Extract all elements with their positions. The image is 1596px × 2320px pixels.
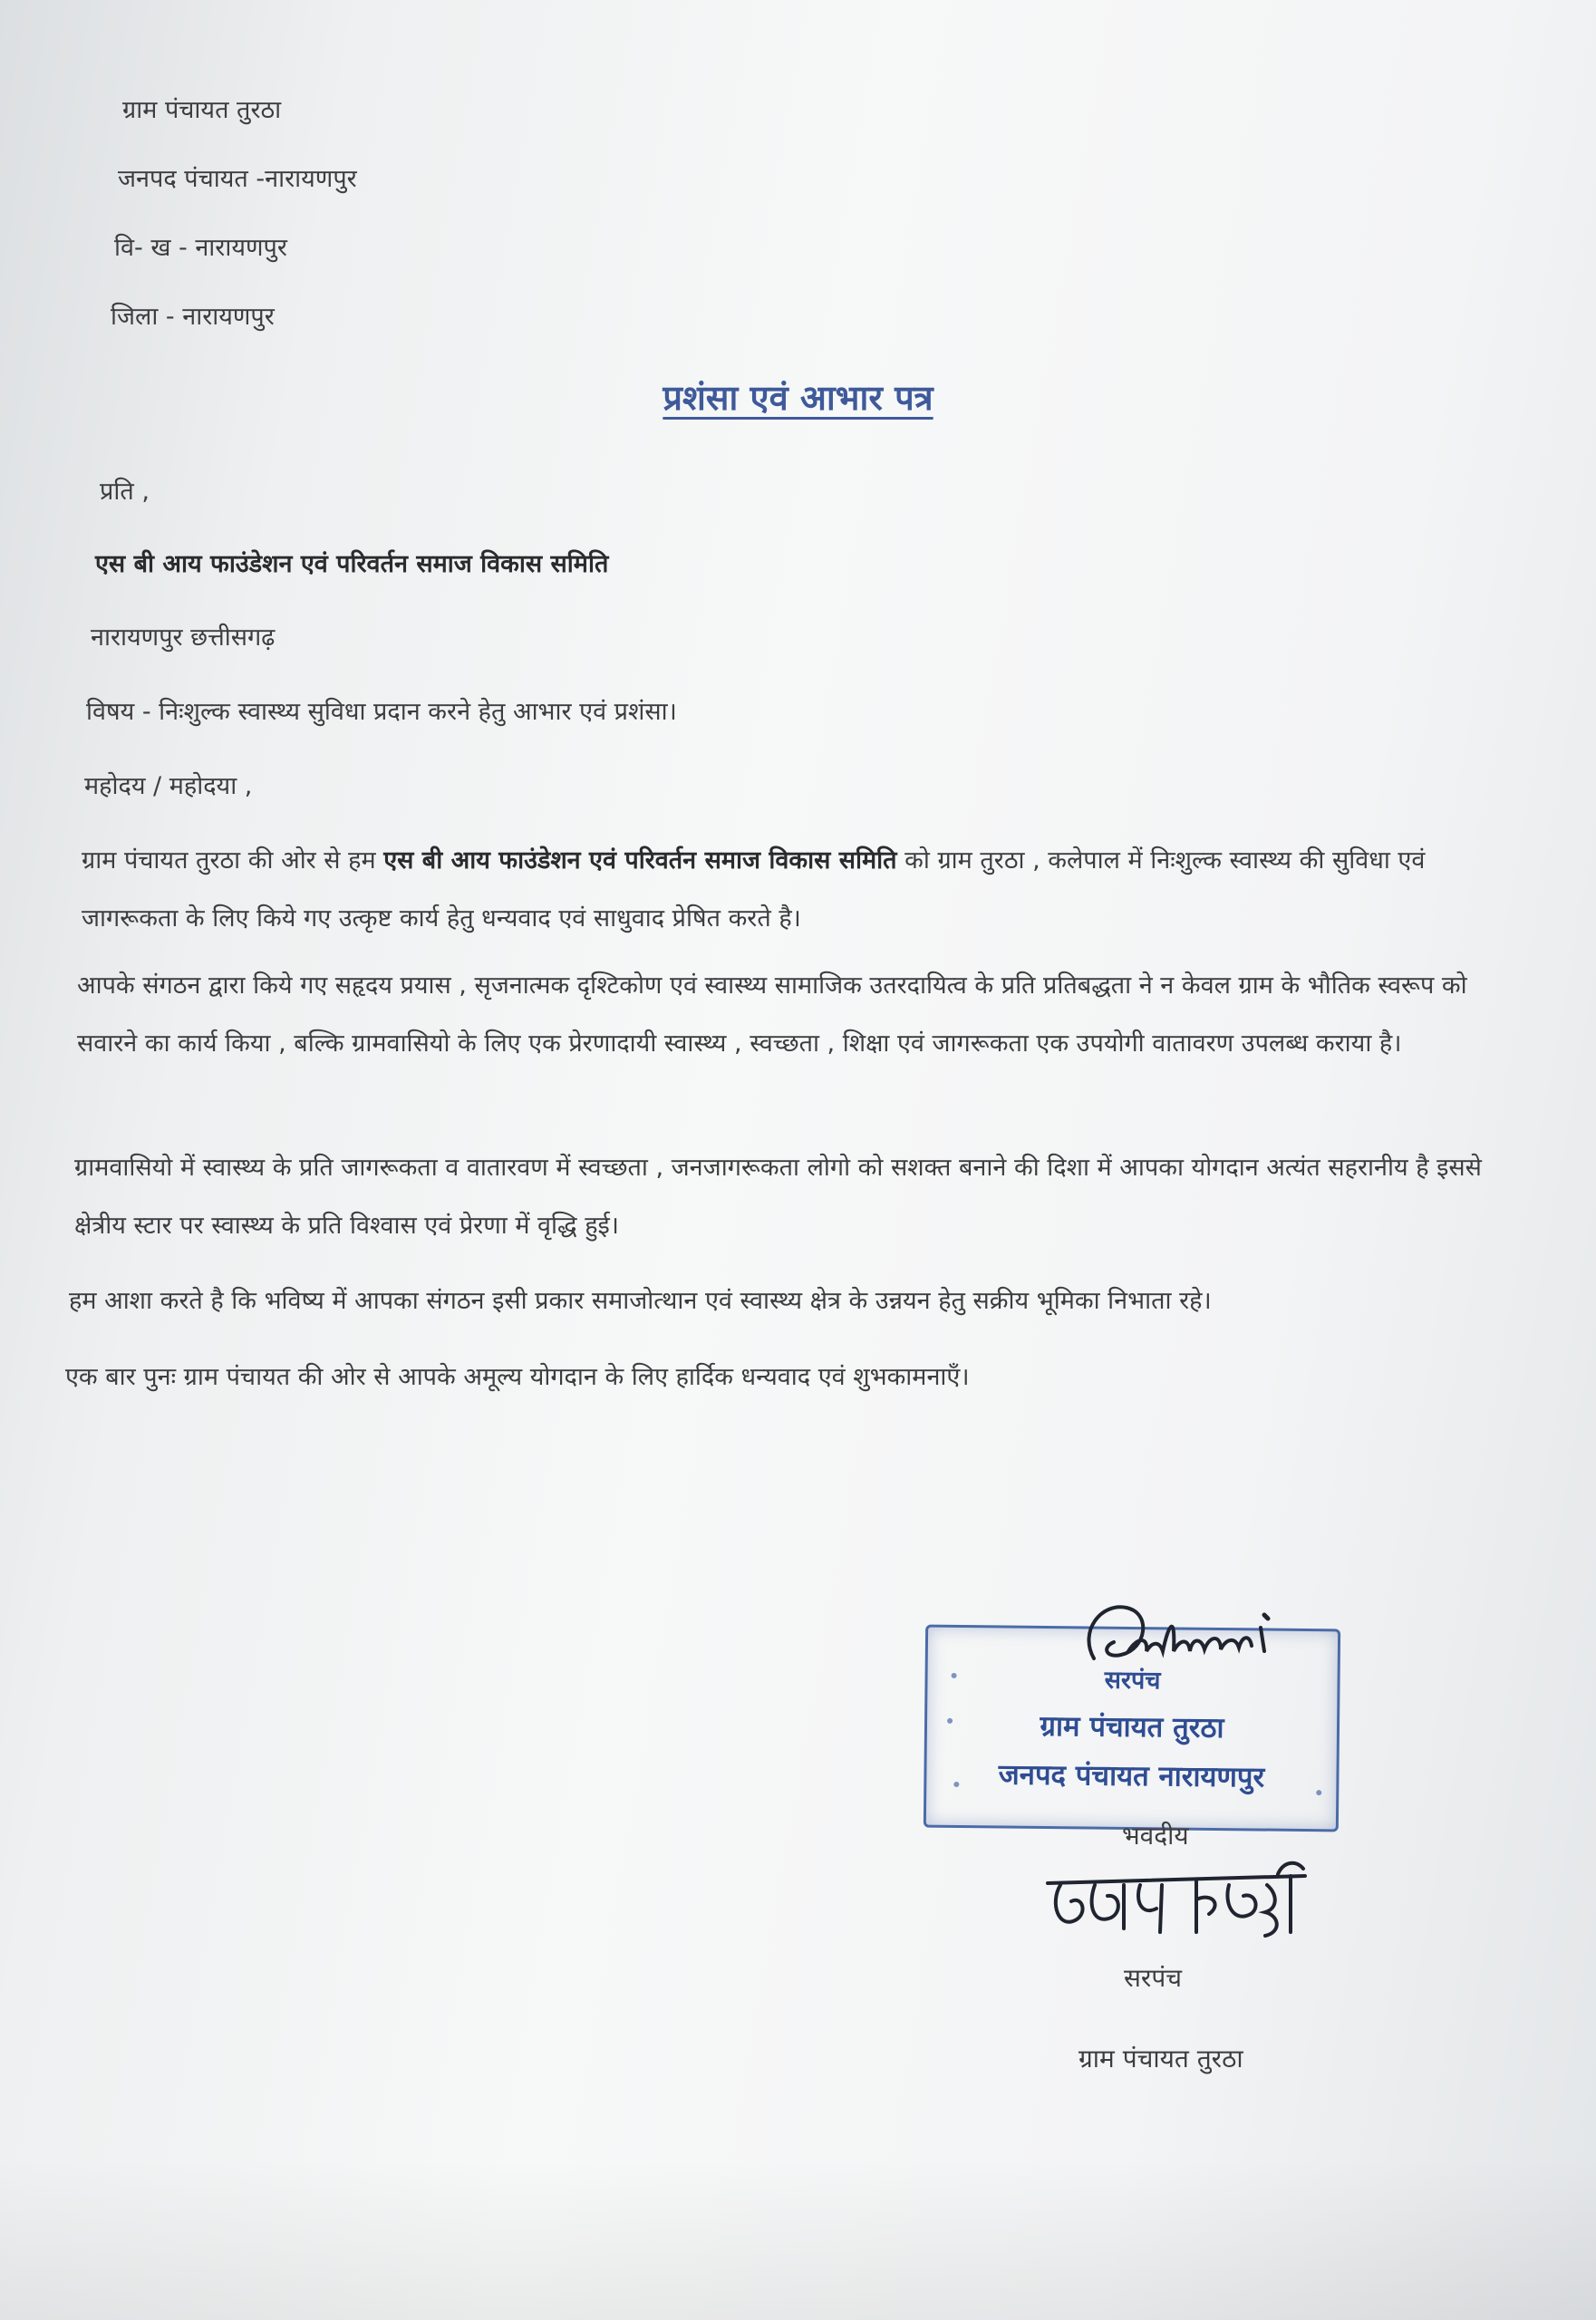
recipient-place: नारायणपुर छत्तीसगढ़ xyxy=(91,624,276,652)
p1-post: को ग्राम तुरठा , कलेपाल में निःशुल्क स्वास्थ्य की सुविधा एवं जागरूकता के लिए किये गए उत्कृष्ट कार्य हेतु धन्यवाद एवं साधुवाद प्रेषित करते है। xyxy=(82,846,1426,933)
stamp-speck xyxy=(953,1782,959,1787)
recipient-name: एस बी आय फाउंडेशन एवं परिवर्तन समाज विकास समिति xyxy=(95,550,609,578)
stamp-speck xyxy=(947,1718,953,1724)
p1-org: एस बी आय फाउंडेशन एवं परिवर्तन समाज विकास समिति xyxy=(383,846,897,875)
stamp-speck xyxy=(952,1673,957,1678)
stamp-speck xyxy=(1316,1790,1321,1795)
closing-designation: सरपंच xyxy=(1124,1963,1183,1993)
stamp-line-janpad: जनपद पंचायत नारायणपुर xyxy=(998,1758,1265,1794)
body-paragraph-4: हम आशा करते है कि भविष्य में आपका संगठन इसी प्रकार समाजोत्थान एवं स्वास्थ्य क्षेत्र के उन्नयन हेतु सक्रीय भूमिका निभाता रहे। xyxy=(69,1287,1212,1315)
letter-title: प्रशंसा एवं आभार पत्र xyxy=(663,378,933,418)
recipient-prati: प्रति , xyxy=(100,478,150,506)
stamp-line-panchayat: ग्राम पंचायत तुरठा xyxy=(1040,1709,1224,1745)
body-paragraph-2: आपके संगठन द्वारा किये गए सहृदय प्रयास , सृजनात्मक दृश्टिकोण एवं स्वास्थ्य सामाजिक उतरदायित्व के प्रति प्रतिबद्धता ने न केवल ग्राम के भौतिक स्वरूप को सवारने का कार्य किया , बल्कि ग्रामवासियो के लिए एक प्रेरणादायी स्वास्थ्य , स्वच्छता , शिक्षा एवं जागरूकता एक उपयोगी वातावरण उपलब्ध कराया है। xyxy=(77,972,1467,1058)
body-paragraph-1 xyxy=(82,832,1518,948)
subject-line: विषय - निःशुल्क स्वास्थ्य सुविधा प्रदान करने हेतु आभार एवं प्रशंसा। xyxy=(86,698,677,726)
stamp-line-sarpanch: सरपंच xyxy=(1104,1666,1161,1696)
signature-lachhani-text: Lachhani xyxy=(1074,1595,1079,1596)
header-line-district: जिला - नारायणपुर xyxy=(111,303,275,331)
header-line-block: वि- ख - नारायणपुर xyxy=(114,234,287,262)
signature-devanagari-text: लछनी पोटाई xyxy=(1040,1849,1045,1850)
header-line-janpad: जनपद पंचायत -नारायणपुर xyxy=(118,165,357,193)
page-bottom-shade xyxy=(0,2157,1596,2320)
closing-panchayat: ग्राम पंचायत तुरठा xyxy=(1079,2044,1243,2074)
signature-lachhani xyxy=(1074,1595,1310,1695)
body-paragraph-5: एक बार पुनः ग्राम पंचायत की ओर से आपके अमूल्य योगदान के लिए हार्दिक धन्यवाद एवं शुभकामनाएँ। xyxy=(65,1363,970,1391)
header-line-village: ग्राम पंचायत तुरठा xyxy=(122,96,282,124)
body-paragraph-3: ग्रामवासियो में स्वास्थ्य के प्रति जागरूकता व वातारवण में स्वच्छता , जनजागरूकता लोगो को सशक्त बनाने की दिशा में आपका योगदान अत्यंत सहरानीय है इससे क्षेत्रीय स्टार पर स्वास्थ्य के प्रति विश्वास एवं प्रेरणा में वृद्धि हुई। xyxy=(74,1154,1482,1240)
salutation: महोदय / महोदया , xyxy=(84,772,253,800)
signature-devanagari xyxy=(1040,1849,1312,1948)
closing-bhavdiya: भवदीय xyxy=(1122,1821,1189,1851)
p1-pre: ग्राम पंचायत तुरठा की ओर से हम xyxy=(82,846,384,875)
